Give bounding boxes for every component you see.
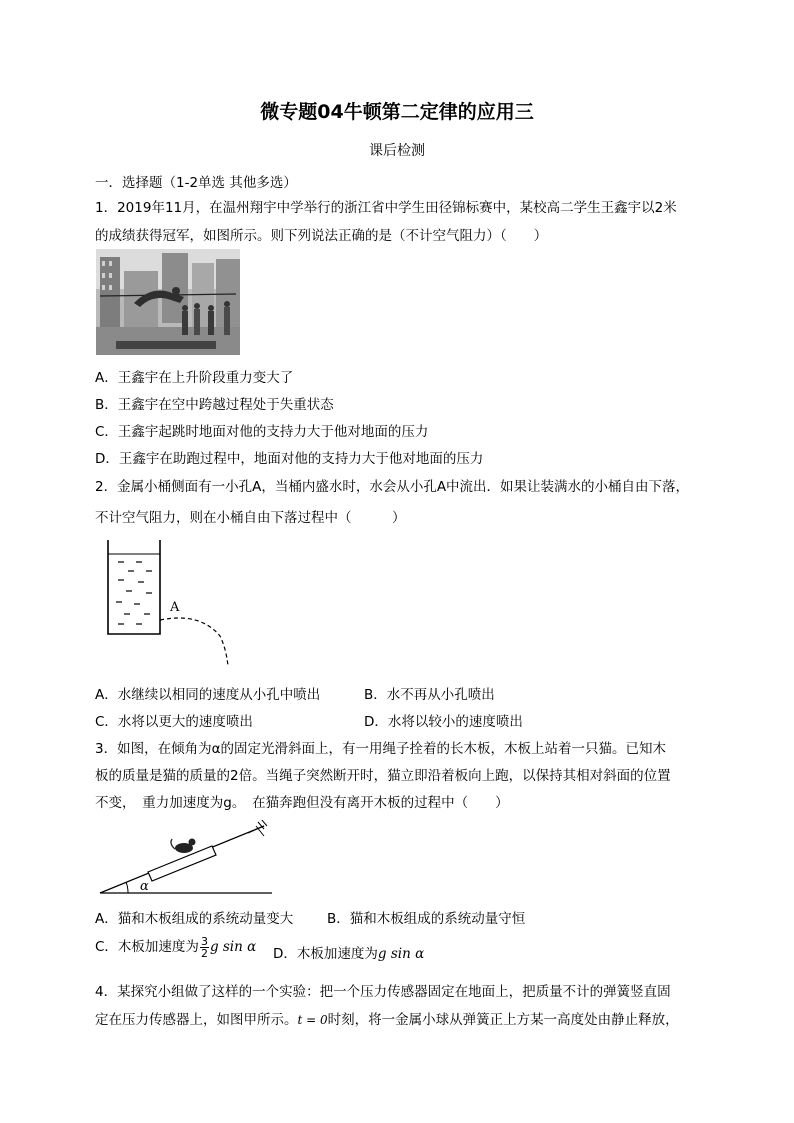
fraction-three-halves xyxy=(200,936,209,959)
q1-stem-line2: 的成绩获得冠军，如图所示。则下列说法正确的是（不计空气阻力）（ ） xyxy=(95,228,548,244)
q1-option-b: B．王鑫宇在空中跨越过程处于失重状态 xyxy=(95,397,334,413)
q3-stem-line3: 不变， 重力加速度为g。 在猫奔跑但没有离开木板的过程中（ ） xyxy=(95,795,509,811)
q3-option-c-prefix: C．木板加速度为 xyxy=(95,939,199,955)
angle-label: α xyxy=(140,879,149,894)
q1-option-d: D．王鑫宇在助跑过程中，地面对他的支持力大于他对地面的压力 xyxy=(95,451,484,467)
q1-stem-line1: 1．2019年11月，在温州翔宇中学举行的浙江省中学生田径锦标赛中，某校高二学生王鑫宇以2米 xyxy=(95,200,677,216)
fraction-numerator: 3 xyxy=(200,934,208,948)
q2-option-d: D．水将以较小的速度喷出 xyxy=(364,714,523,730)
q4-stem-line2 xyxy=(95,1008,679,1028)
q3-option-d-expression: g sin α xyxy=(377,946,425,962)
q4-stem-line1: 4．某探究小组做了这样的一个实验：把一个压力传感器固定在地面上，把质量不计的弹簧竖直固 xyxy=(95,984,671,1000)
incline-diagram xyxy=(98,820,278,896)
q4-time-expression: t = 0 xyxy=(297,1013,328,1027)
q3-stem-line2: 板的质量是猫的质量的2倍。当绳子突然断开时，猫立即沿着板向上跑，以保持其相对斜面的位置 xyxy=(95,768,671,784)
bucket-diagram xyxy=(100,538,240,668)
q2-option-b: B．水不再从小孔喷出 xyxy=(364,687,495,703)
q3-option-c xyxy=(95,935,256,959)
q3-stem-line1: 3．如图，在倾角为α的固定光滑斜面上，有一用绳子拴着的长木板，木板上站着一只猫。已知木 xyxy=(95,741,666,757)
q3-option-b: B．猫和木板组成的系统动量守恒 xyxy=(327,911,526,927)
high-jump-photo xyxy=(96,249,240,355)
q2-stem-line1: 2．金属小桶侧面有一小孔A，当桶内盛水时，水会从小孔A中流出．如果让装满水的小桶自由下落， xyxy=(95,479,690,495)
q4-stem-part1: 定在压力传感器上，如图甲所示。 xyxy=(95,1012,298,1028)
q4-stem-part2: 时刻，将一金属小球从弹簧正上方某一高度处由静止释放， xyxy=(327,1012,679,1028)
q3-option-d-prefix: D．木板加速度为 xyxy=(273,946,378,962)
q3-option-a: A．猫和木板组成的系统动量变大 xyxy=(95,911,294,927)
hole-label: A xyxy=(170,600,180,615)
fraction-denominator: 2 xyxy=(200,946,208,960)
q2-option-a: A．水继续以相同的速度从小孔中喷出 xyxy=(95,687,321,703)
q3-option-d xyxy=(273,942,424,962)
q2-option-c: C．水将以更大的速度喷出 xyxy=(95,714,253,730)
q1-option-c: C．王鑫宇起跳时地面对他的支持力大于他对地面的压力 xyxy=(95,424,429,440)
section-heading: 一．选择题（1-2单选 其他多选） xyxy=(95,175,297,191)
q1-option-a: A．王鑫宇在上升阶段重力变大了 xyxy=(95,370,294,386)
page-title: 微专题04牛顿第二定律的应用三 xyxy=(260,101,534,123)
q2-stem-line2: 不计空气阻力，则在小桶自由下落过程中（ ） xyxy=(95,510,406,526)
page-subtitle: 课后检测 xyxy=(369,143,425,159)
q3-option-c-expression: g sin α xyxy=(209,939,257,955)
